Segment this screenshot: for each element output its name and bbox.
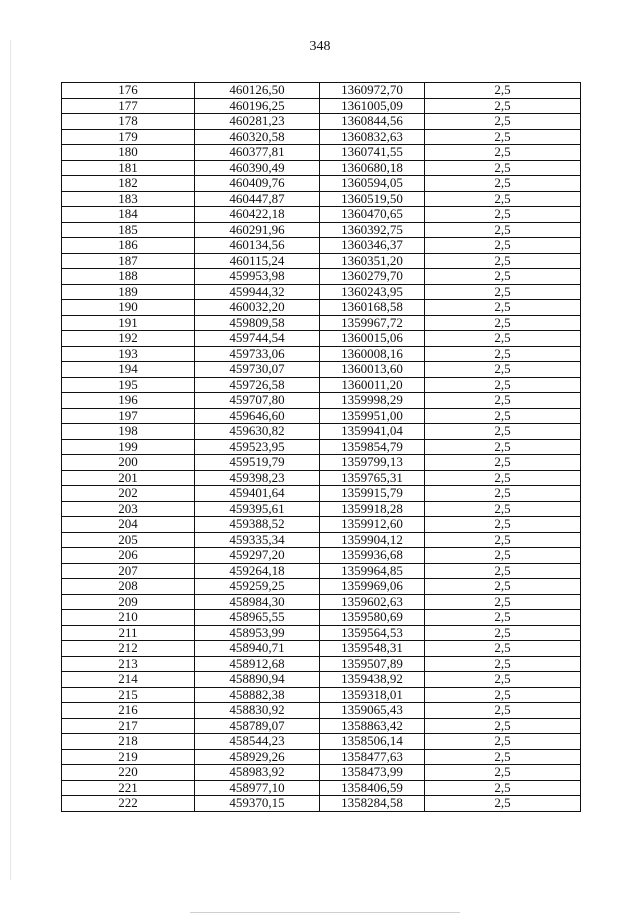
point-number-cell: 209 (62, 594, 195, 610)
point-number-cell: 185 (62, 222, 195, 238)
y-coordinate-cell: 1359318,01 (320, 687, 425, 703)
y-coordinate-cell: 1359912,60 (320, 517, 425, 533)
table-row (62, 703, 581, 719)
table-row (62, 532, 581, 548)
y-coordinate-cell: 1360470,65 (320, 207, 425, 223)
y-coordinate-cell: 1359998,29 (320, 393, 425, 409)
x-coordinate-cell: 459259,25 (195, 579, 320, 595)
point-number-cell: 193 (62, 346, 195, 362)
y-coordinate-cell: 1359936,68 (320, 548, 425, 564)
x-coordinate-cell: 459370,15 (195, 796, 320, 812)
value-cell: 2,5 (425, 424, 581, 440)
table-row (62, 579, 581, 595)
x-coordinate-cell: 459335,34 (195, 532, 320, 548)
value-cell: 2,5 (425, 780, 581, 796)
value-cell: 2,5 (425, 362, 581, 378)
y-coordinate-cell: 1358863,42 (320, 718, 425, 734)
y-coordinate-cell: 1360392,75 (320, 222, 425, 238)
point-number-cell: 198 (62, 424, 195, 440)
y-coordinate-cell: 1359765,31 (320, 470, 425, 486)
table-row (62, 362, 581, 378)
point-number-cell: 218 (62, 734, 195, 750)
page-number: 348 (309, 39, 331, 54)
value-cell: 2,5 (425, 672, 581, 688)
value-cell: 2,5 (425, 284, 581, 300)
y-coordinate-cell: 1360243,95 (320, 284, 425, 300)
table-row (62, 486, 581, 502)
x-coordinate-cell: 459398,23 (195, 470, 320, 486)
point-number-cell: 177 (62, 98, 195, 114)
y-coordinate-cell: 1360351,20 (320, 253, 425, 269)
table-row (62, 610, 581, 626)
table-row (62, 439, 581, 455)
x-coordinate-cell: 458544,23 (195, 734, 320, 750)
x-coordinate-cell: 458984,30 (195, 594, 320, 610)
point-number-cell: 190 (62, 300, 195, 316)
point-number-cell: 199 (62, 439, 195, 455)
x-coordinate-cell: 460422,18 (195, 207, 320, 223)
scan-edge-left (10, 40, 11, 880)
table-row (62, 207, 581, 223)
value-cell: 2,5 (425, 269, 581, 285)
table-row (62, 765, 581, 781)
table-row (62, 501, 581, 517)
value-cell: 2,5 (425, 207, 581, 223)
y-coordinate-cell: 1359548,31 (320, 641, 425, 657)
y-coordinate-cell: 1358473,99 (320, 765, 425, 781)
table-row (62, 672, 581, 688)
y-coordinate-cell: 1358506,14 (320, 734, 425, 750)
value-cell: 2,5 (425, 563, 581, 579)
value-cell: 2,5 (425, 548, 581, 564)
point-number-cell: 201 (62, 470, 195, 486)
y-coordinate-cell: 1359915,79 (320, 486, 425, 502)
table-row (62, 346, 581, 362)
table-row (62, 160, 581, 176)
table-row (62, 594, 581, 610)
table-row (62, 238, 581, 254)
y-coordinate-cell: 1360168,58 (320, 300, 425, 316)
x-coordinate-cell: 460320,58 (195, 129, 320, 145)
point-number-cell: 205 (62, 532, 195, 548)
point-number-cell: 197 (62, 408, 195, 424)
point-number-cell: 189 (62, 284, 195, 300)
table-row (62, 114, 581, 130)
table-row (62, 269, 581, 285)
table-row (62, 191, 581, 207)
value-cell: 2,5 (425, 625, 581, 641)
point-number-cell: 210 (62, 610, 195, 626)
y-coordinate-cell: 1359904,12 (320, 532, 425, 548)
y-coordinate-cell: 1360844,56 (320, 114, 425, 130)
point-number-cell: 212 (62, 641, 195, 657)
y-coordinate-cell: 1359438,92 (320, 672, 425, 688)
y-coordinate-cell: 1359065,43 (320, 703, 425, 719)
table-row (62, 517, 581, 533)
point-number-cell: 206 (62, 548, 195, 564)
scan-edge-bottom (190, 912, 460, 913)
x-coordinate-cell: 458789,07 (195, 718, 320, 734)
x-coordinate-cell: 459523,95 (195, 439, 320, 455)
table-row (62, 253, 581, 269)
table-row (62, 377, 581, 393)
value-cell: 2,5 (425, 222, 581, 238)
x-coordinate-cell: 458965,55 (195, 610, 320, 626)
value-cell: 2,5 (425, 114, 581, 130)
value-cell: 2,5 (425, 594, 581, 610)
x-coordinate-cell: 459401,64 (195, 486, 320, 502)
y-coordinate-cell: 1359941,04 (320, 424, 425, 440)
x-coordinate-cell: 460126,50 (195, 83, 320, 99)
value-cell: 2,5 (425, 176, 581, 192)
y-coordinate-cell: 1359602,63 (320, 594, 425, 610)
x-coordinate-cell: 459630,82 (195, 424, 320, 440)
x-coordinate-cell: 458940,71 (195, 641, 320, 657)
table-row (62, 734, 581, 750)
y-coordinate-cell: 1360741,55 (320, 145, 425, 161)
x-coordinate-cell: 460447,87 (195, 191, 320, 207)
value-cell: 2,5 (425, 83, 581, 99)
value-cell: 2,5 (425, 393, 581, 409)
y-coordinate-cell: 1360594,05 (320, 176, 425, 192)
table-row (62, 796, 581, 812)
coordinates-table (61, 82, 581, 812)
value-cell: 2,5 (425, 532, 581, 548)
x-coordinate-cell: 459388,52 (195, 517, 320, 533)
x-coordinate-cell: 459726,58 (195, 377, 320, 393)
y-coordinate-cell: 1360015,06 (320, 331, 425, 347)
value-cell: 2,5 (425, 145, 581, 161)
value-cell: 2,5 (425, 346, 581, 362)
y-coordinate-cell: 1359918,28 (320, 501, 425, 517)
value-cell: 2,5 (425, 455, 581, 471)
table-row (62, 145, 581, 161)
x-coordinate-cell: 460115,24 (195, 253, 320, 269)
x-coordinate-cell: 459809,58 (195, 315, 320, 331)
y-coordinate-cell: 1359951,00 (320, 408, 425, 424)
point-number-cell: 184 (62, 207, 195, 223)
point-number-cell: 216 (62, 703, 195, 719)
point-number-cell: 204 (62, 517, 195, 533)
point-number-cell: 176 (62, 83, 195, 99)
value-cell: 2,5 (425, 656, 581, 672)
value-cell: 2,5 (425, 470, 581, 486)
point-number-cell: 208 (62, 579, 195, 595)
value-cell: 2,5 (425, 439, 581, 455)
value-cell: 2,5 (425, 734, 581, 750)
y-coordinate-cell: 1360279,70 (320, 269, 425, 285)
point-number-cell: 188 (62, 269, 195, 285)
value-cell: 2,5 (425, 300, 581, 316)
x-coordinate-cell: 459297,20 (195, 548, 320, 564)
table-row (62, 315, 581, 331)
y-coordinate-cell: 1360346,37 (320, 238, 425, 254)
value-cell: 2,5 (425, 765, 581, 781)
value-cell: 2,5 (425, 315, 581, 331)
y-coordinate-cell: 1358284,58 (320, 796, 425, 812)
table-row (62, 687, 581, 703)
point-number-cell: 219 (62, 749, 195, 765)
table-row (62, 98, 581, 114)
table-row (62, 300, 581, 316)
x-coordinate-cell: 459733,06 (195, 346, 320, 362)
table-row (62, 129, 581, 145)
point-number-cell: 213 (62, 656, 195, 672)
point-number-cell: 181 (62, 160, 195, 176)
x-coordinate-cell: 458977,10 (195, 780, 320, 796)
table-row (62, 548, 581, 564)
point-number-cell: 196 (62, 393, 195, 409)
y-coordinate-cell: 1358477,63 (320, 749, 425, 765)
value-cell: 2,5 (425, 253, 581, 269)
point-number-cell: 220 (62, 765, 195, 781)
x-coordinate-cell: 460390,49 (195, 160, 320, 176)
table-row (62, 408, 581, 424)
point-number-cell: 186 (62, 238, 195, 254)
table-row (62, 563, 581, 579)
point-number-cell: 200 (62, 455, 195, 471)
y-coordinate-cell: 1360972,70 (320, 83, 425, 99)
table-row (62, 176, 581, 192)
value-cell: 2,5 (425, 98, 581, 114)
y-coordinate-cell: 1359799,13 (320, 455, 425, 471)
point-number-cell: 195 (62, 377, 195, 393)
value-cell: 2,5 (425, 796, 581, 812)
x-coordinate-cell: 458882,38 (195, 687, 320, 703)
point-number-cell: 202 (62, 486, 195, 502)
x-coordinate-cell: 459707,80 (195, 393, 320, 409)
x-coordinate-cell: 460281,23 (195, 114, 320, 130)
table-row (62, 780, 581, 796)
point-number-cell: 191 (62, 315, 195, 331)
x-coordinate-cell: 459744,54 (195, 331, 320, 347)
value-cell: 2,5 (425, 610, 581, 626)
x-coordinate-cell: 460032,20 (195, 300, 320, 316)
x-coordinate-cell: 458929,26 (195, 749, 320, 765)
value-cell: 2,5 (425, 749, 581, 765)
coordinates-table-body (62, 83, 581, 812)
point-number-cell: 192 (62, 331, 195, 347)
y-coordinate-cell: 1359507,89 (320, 656, 425, 672)
y-coordinate-cell: 1359564,53 (320, 625, 425, 641)
x-coordinate-cell: 458983,92 (195, 765, 320, 781)
point-number-cell: 207 (62, 563, 195, 579)
table-row (62, 656, 581, 672)
value-cell: 2,5 (425, 377, 581, 393)
y-coordinate-cell: 1360011,20 (320, 377, 425, 393)
y-coordinate-cell: 1360680,18 (320, 160, 425, 176)
x-coordinate-cell: 460134,56 (195, 238, 320, 254)
point-number-cell: 182 (62, 176, 195, 192)
point-number-cell: 194 (62, 362, 195, 378)
value-cell: 2,5 (425, 687, 581, 703)
x-coordinate-cell: 459519,79 (195, 455, 320, 471)
table-row (62, 749, 581, 765)
table-row (62, 284, 581, 300)
table-row (62, 83, 581, 99)
value-cell: 2,5 (425, 129, 581, 145)
y-coordinate-cell: 1359964,85 (320, 563, 425, 579)
table-row (62, 625, 581, 641)
table-row (62, 222, 581, 238)
point-number-cell: 222 (62, 796, 195, 812)
y-coordinate-cell: 1360013,60 (320, 362, 425, 378)
x-coordinate-cell: 459264,18 (195, 563, 320, 579)
y-coordinate-cell: 1358406,59 (320, 780, 425, 796)
point-number-cell: 203 (62, 501, 195, 517)
y-coordinate-cell: 1359854,79 (320, 439, 425, 455)
point-number-cell: 183 (62, 191, 195, 207)
y-coordinate-cell: 1360008,16 (320, 346, 425, 362)
y-coordinate-cell: 1360832,63 (320, 129, 425, 145)
y-coordinate-cell: 1359580,69 (320, 610, 425, 626)
table-row (62, 641, 581, 657)
x-coordinate-cell: 458890,94 (195, 672, 320, 688)
table-row (62, 424, 581, 440)
x-coordinate-cell: 460196,25 (195, 98, 320, 114)
point-number-cell: 178 (62, 114, 195, 130)
point-number-cell: 214 (62, 672, 195, 688)
x-coordinate-cell: 459730,07 (195, 362, 320, 378)
x-coordinate-cell: 458830,92 (195, 703, 320, 719)
x-coordinate-cell: 460377,81 (195, 145, 320, 161)
point-number-cell: 179 (62, 129, 195, 145)
y-coordinate-cell: 1361005,09 (320, 98, 425, 114)
coordinates-table-wrapper (61, 82, 581, 812)
table-row (62, 718, 581, 734)
table-row (62, 455, 581, 471)
table-row (62, 393, 581, 409)
value-cell: 2,5 (425, 160, 581, 176)
value-cell: 2,5 (425, 641, 581, 657)
value-cell: 2,5 (425, 238, 581, 254)
x-coordinate-cell: 460291,96 (195, 222, 320, 238)
x-coordinate-cell: 459646,60 (195, 408, 320, 424)
table-row (62, 470, 581, 486)
value-cell: 2,5 (425, 331, 581, 347)
y-coordinate-cell: 1360519,50 (320, 191, 425, 207)
value-cell: 2,5 (425, 517, 581, 533)
y-coordinate-cell: 1359967,72 (320, 315, 425, 331)
value-cell: 2,5 (425, 191, 581, 207)
value-cell: 2,5 (425, 703, 581, 719)
x-coordinate-cell: 458912,68 (195, 656, 320, 672)
value-cell: 2,5 (425, 486, 581, 502)
x-coordinate-cell: 459395,61 (195, 501, 320, 517)
value-cell: 2,5 (425, 718, 581, 734)
point-number-cell: 221 (62, 780, 195, 796)
x-coordinate-cell: 460409,76 (195, 176, 320, 192)
point-number-cell: 180 (62, 145, 195, 161)
x-coordinate-cell: 458953,99 (195, 625, 320, 641)
table-row (62, 331, 581, 347)
point-number-cell: 215 (62, 687, 195, 703)
value-cell: 2,5 (425, 408, 581, 424)
value-cell: 2,5 (425, 501, 581, 517)
x-coordinate-cell: 459953,98 (195, 269, 320, 285)
point-number-cell: 211 (62, 625, 195, 641)
point-number-cell: 187 (62, 253, 195, 269)
x-coordinate-cell: 459944,32 (195, 284, 320, 300)
value-cell: 2,5 (425, 579, 581, 595)
y-coordinate-cell: 1359969,06 (320, 579, 425, 595)
point-number-cell: 217 (62, 718, 195, 734)
